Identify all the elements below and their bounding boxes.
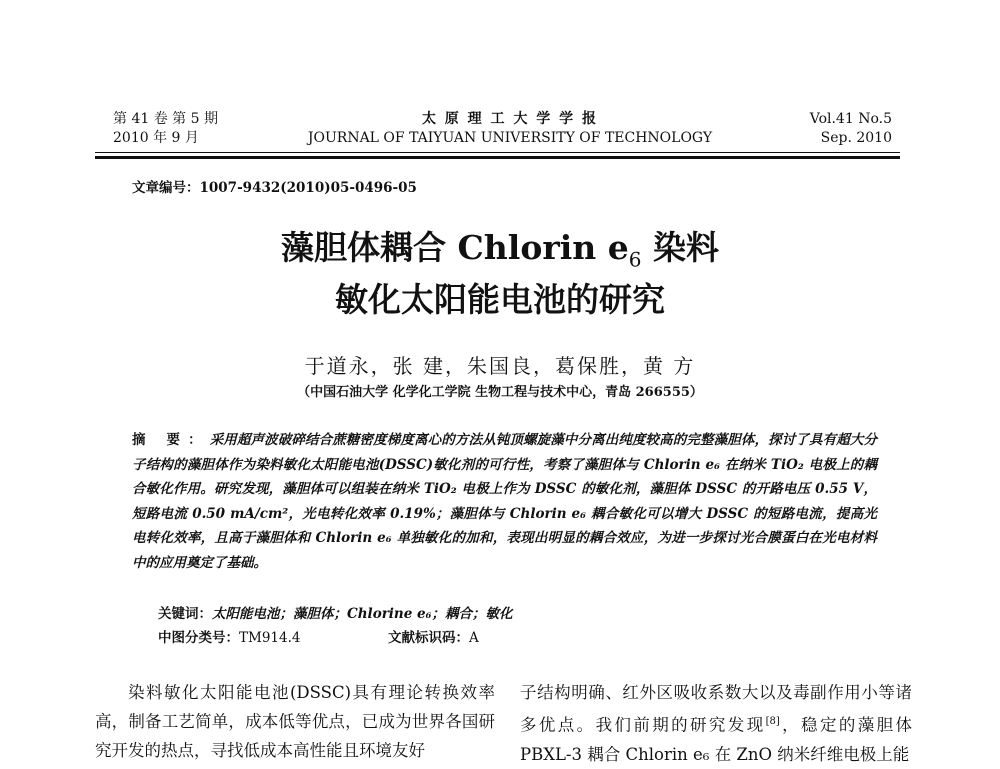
- reference-8: [8]: [765, 716, 780, 727]
- clc-number: [158, 626, 300, 646]
- article-number: 文章编号：1007-9432(2010)05-0496-05: [132, 180, 417, 196]
- volume-issue-cn: 第 41 卷 第 5 期: [113, 111, 218, 127]
- volume-issue-en: Vol.41 No.5: [809, 111, 892, 127]
- abstract: [132, 428, 877, 575]
- affiliation: （中国石油大学 化学化工学院 生物工程与技术中心，青岛 266555）: [297, 385, 703, 400]
- body-right-pre: 子结构明确、红外区吸收系数大以及毒副作用小等诸多优点。我们前期的研究发现: [520, 683, 912, 735]
- clc-value: TM914.4: [239, 630, 301, 646]
- abstract-label: 摘 要：: [132, 432, 210, 448]
- authors: 于道永，张 建，朱国良，葛保胜，黄 方: [304, 354, 696, 378]
- keywords-label: 关键词：: [158, 606, 212, 622]
- abstract-text: 采用超声波破碎结合蔗糖密度梯度离心的方法从钝顶螺旋藻中分离出纯度较高的完整藻胆体，探讨了具有超大分子结构的藻胆体作为染料敏化太阳能电池(DSSC)敏化剂的可行性，考察了藻胆体与 Chlorin e₆ 在纳米 TiO₂ 电极上的耦合敏化作用。研究发现，藻胆体可以组装在纳米 TiO₂ 电极上作为 DSSC 的敏化剂，藻胆体 DSSC 的开路电压 0.55 V，短路电流 0.50 mA/cm²，光电转化效率 0.19%；藻胆体与 Chlorin e₆ 耦合敏化可以增大 DSSC 的短路电流，提高光电转化效率，且高于藻胆体和 Chlorin e₆ 单独敏化的加和，表现出明显的耦合效应，为进一步探讨光合膜蛋白在光电材料中的应用奠定了基础。: [132, 432, 877, 571]
- journal-title-cn: 太 原 理 工 大 学 学 报: [421, 111, 599, 127]
- header-rule-thin: [95, 152, 900, 153]
- body-column-right: [520, 678, 912, 769]
- keywords-value: 太阳能电池；藻胆体；Chlorine e₆；耦合；敏化: [212, 606, 513, 622]
- document-code-label: 文献标识码：: [388, 630, 469, 646]
- document-code: [388, 626, 479, 646]
- article-title-line1: [0, 228, 1000, 280]
- date-cn: 2010 年 9 月: [113, 130, 199, 146]
- document-code-value: A: [469, 630, 479, 646]
- title-line1-pre: 藻胆体耦合 Chlorin e: [281, 228, 629, 267]
- body-column-left: 染料敏化太阳能电池(DSSC)具有理论转换效率高，制备工艺简单，成本低等优点，已成为世界各国研究开发的热点，寻找低成本高性能且环境友好: [95, 683, 495, 760]
- title-line1-post: 染料: [641, 228, 719, 267]
- header-rule-thick: [95, 156, 900, 159]
- keywords: [158, 602, 513, 622]
- article-title-line2: 敏化太阳能电池的研究: [335, 280, 665, 319]
- body-right-post: ，稳定的藻胆体 PBXL-3 耦合 Chlorin e₆ 在 ZnO 纳米纤维电极上能: [520, 715, 913, 764]
- clc-label: 中图分类号：: [158, 630, 239, 646]
- title-line1-sub: 6: [628, 247, 642, 272]
- date-en: Sep. 2010: [820, 130, 892, 146]
- journal-title-en: JOURNAL OF TAIYUAN UNIVERSITY OF TECHNOLOGY: [307, 130, 713, 146]
